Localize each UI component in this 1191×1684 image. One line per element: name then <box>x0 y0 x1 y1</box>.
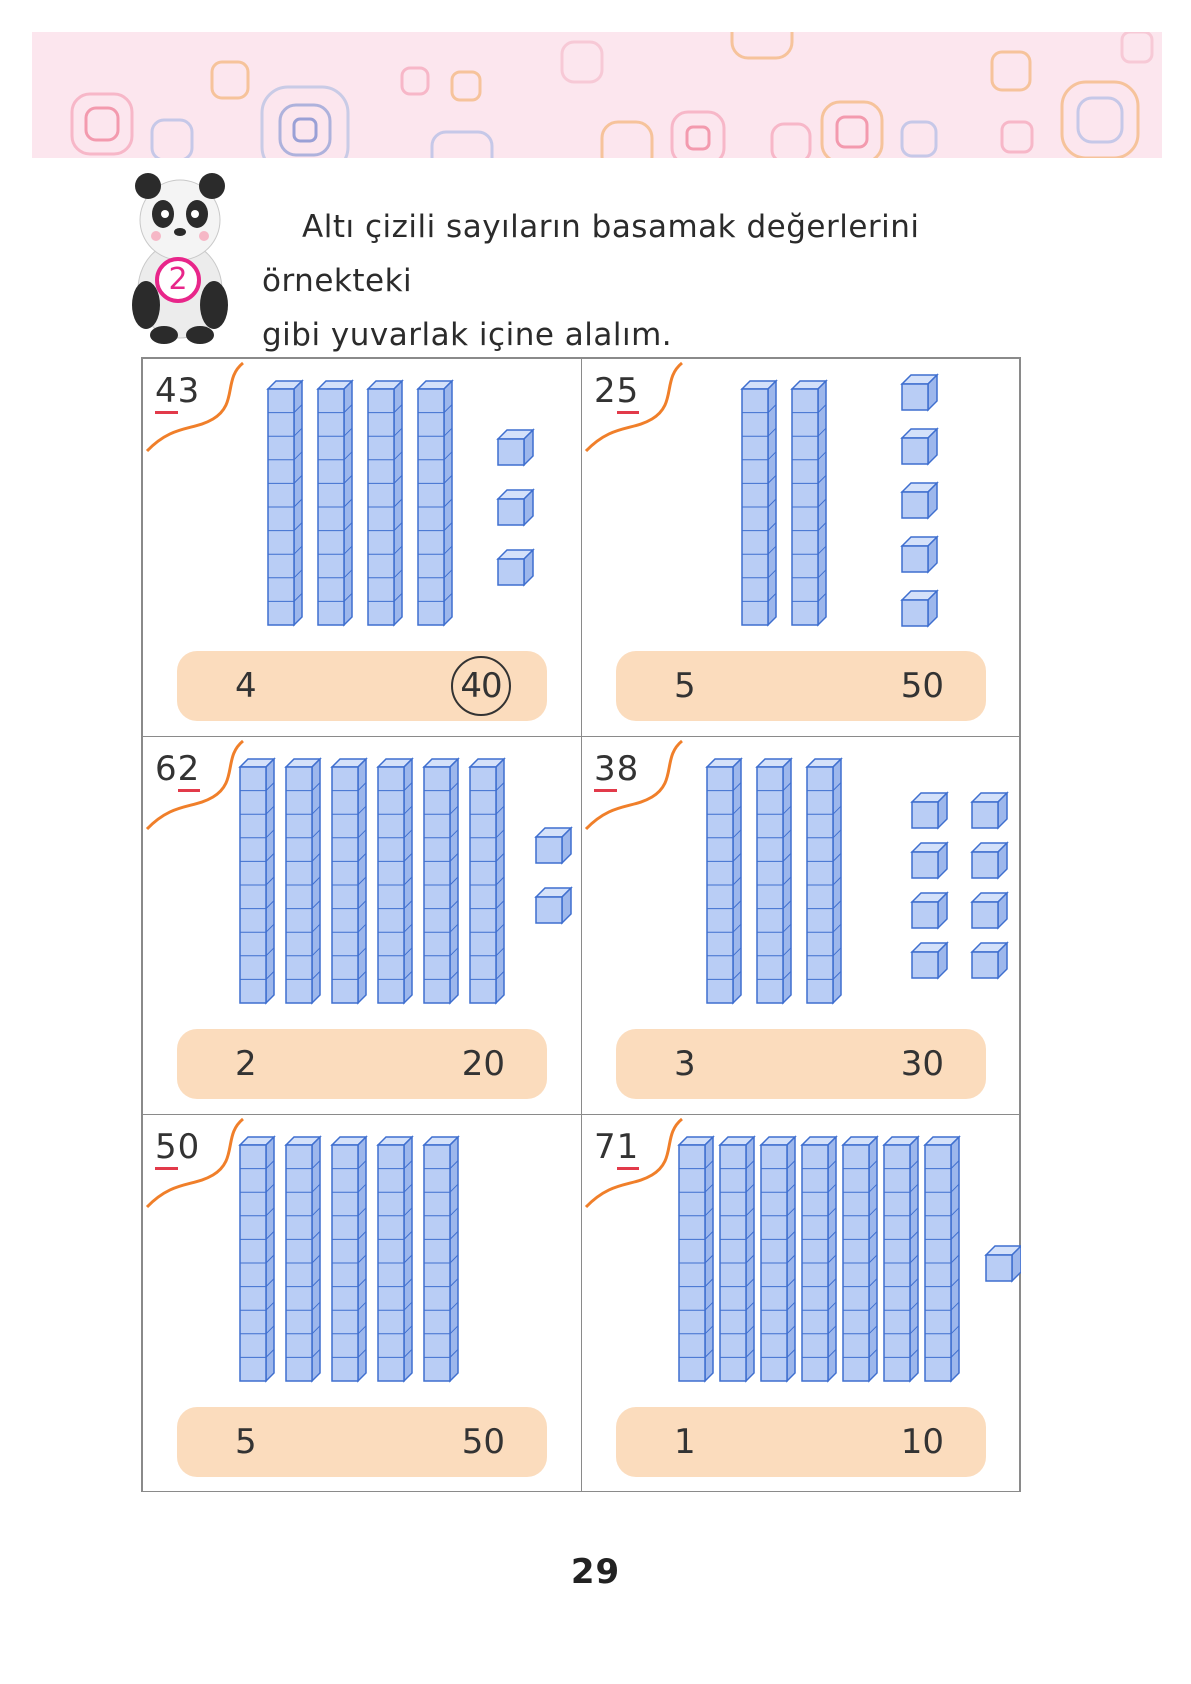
exercise-number-value <box>594 1127 639 1167</box>
ones-digit: 5 <box>617 371 640 414</box>
option-tens-value[interactable]: 10 <box>900 1422 944 1462</box>
tens-rod <box>378 759 412 1003</box>
tens-digit: 4 <box>155 371 178 414</box>
unit-cube <box>536 888 571 923</box>
option-tens-value[interactable]: 20 <box>461 1044 505 1084</box>
unit-cube <box>902 375 937 410</box>
tens-rod <box>424 759 458 1003</box>
tens-rod <box>268 381 302 625</box>
tens-digit: 3 <box>594 749 617 792</box>
ones-digit: 3 <box>177 371 201 411</box>
answer-bar <box>177 1029 547 1099</box>
unit-cube <box>972 793 1007 828</box>
unit-cube <box>972 843 1007 878</box>
unit-cube <box>902 537 937 572</box>
exercise-cell <box>142 358 582 737</box>
exercise-number-value <box>155 371 200 411</box>
exercise-number-value <box>155 749 200 789</box>
option-tens-value[interactable]: 50 <box>461 1422 505 1462</box>
option-tens-value[interactable]: 40 <box>451 656 511 716</box>
exercise-cell <box>142 736 582 1115</box>
tens-rod <box>424 1137 458 1381</box>
tens-rod <box>884 1137 918 1381</box>
ones-digit: 8 <box>616 749 640 789</box>
exercise-number-value <box>155 1127 200 1167</box>
tens-rod <box>318 381 352 625</box>
tens-digit: 6 <box>155 749 178 789</box>
unit-cube <box>972 943 1007 978</box>
unit-cube <box>536 828 571 863</box>
unit-cube <box>902 429 937 464</box>
option-ones-value[interactable]: 4 <box>235 666 257 706</box>
tens-rod <box>679 1137 713 1381</box>
tens-rod <box>418 381 452 625</box>
tens-rod <box>761 1137 795 1381</box>
unit-cube <box>498 490 533 525</box>
exercise-cell <box>581 1114 1020 1492</box>
unit-cube <box>498 550 533 585</box>
unit-cube <box>912 843 947 878</box>
tens-rod <box>807 759 841 1003</box>
answer-bar <box>616 1029 986 1099</box>
tens-rod <box>286 1137 320 1381</box>
instruction-text <box>262 200 1062 362</box>
option-ones-value[interactable]: 5 <box>235 1422 257 1462</box>
tens-digit: 7 <box>594 1127 617 1167</box>
exercise-cell <box>142 1114 582 1492</box>
tens-digit: 5 <box>155 1127 178 1170</box>
unit-cube <box>902 591 937 626</box>
unit-cube <box>912 943 947 978</box>
tens-rod <box>802 1137 836 1381</box>
option-ones-value[interactable]: 2 <box>235 1044 257 1084</box>
option-tens-value[interactable]: 30 <box>900 1044 944 1084</box>
tens-rod <box>742 381 776 625</box>
instruction-line-2: gibi yuvarlak içine alalım. <box>262 317 673 353</box>
answer-bar <box>616 1407 986 1477</box>
tens-rod <box>470 759 504 1003</box>
ones-digit: 0 <box>177 1127 201 1167</box>
tens-rod <box>925 1137 959 1381</box>
answer-bar <box>177 1407 547 1477</box>
decorative-banner <box>32 32 1162 158</box>
tens-rod <box>707 759 741 1003</box>
tens-rod <box>792 381 826 625</box>
exercise-cell <box>581 736 1020 1115</box>
unit-cube <box>498 430 533 465</box>
unit-cube <box>902 483 937 518</box>
panda-mascot <box>120 170 240 345</box>
ones-digit: 2 <box>178 749 201 792</box>
tens-rod <box>240 759 274 1003</box>
unit-cube <box>912 793 947 828</box>
tens-rod <box>843 1137 877 1381</box>
tens-rod <box>332 1137 366 1381</box>
tens-rod <box>368 381 402 625</box>
answer-bar <box>616 651 986 721</box>
tens-rod <box>378 1137 412 1381</box>
tens-digit: 2 <box>594 371 617 411</box>
tens-rod <box>720 1137 754 1381</box>
exercise-number-value <box>594 749 639 789</box>
answer-bar <box>177 651 547 721</box>
option-ones-value[interactable]: 5 <box>674 666 696 706</box>
option-tens-value[interactable]: 50 <box>900 666 944 706</box>
unit-cube <box>972 893 1007 928</box>
tens-rod <box>286 759 320 1003</box>
tens-rod <box>757 759 791 1003</box>
option-ones-value[interactable]: 3 <box>674 1044 696 1084</box>
exercise-cell <box>581 358 1020 737</box>
unit-cube <box>912 893 947 928</box>
instruction-line-1: Altı çizili sayıların basamak değerlerini örnekteki <box>262 209 920 299</box>
exercise-number-value <box>594 371 639 411</box>
tens-rod <box>240 1137 274 1381</box>
ones-digit: 1 <box>617 1127 640 1170</box>
option-ones-value[interactable]: 1 <box>674 1422 696 1462</box>
page-number: 29 <box>570 1552 621 1592</box>
exercise-number: 2 <box>168 262 188 297</box>
unit-cube <box>986 1246 1021 1281</box>
exercise-grid <box>141 357 1021 1492</box>
tens-rod <box>332 759 366 1003</box>
